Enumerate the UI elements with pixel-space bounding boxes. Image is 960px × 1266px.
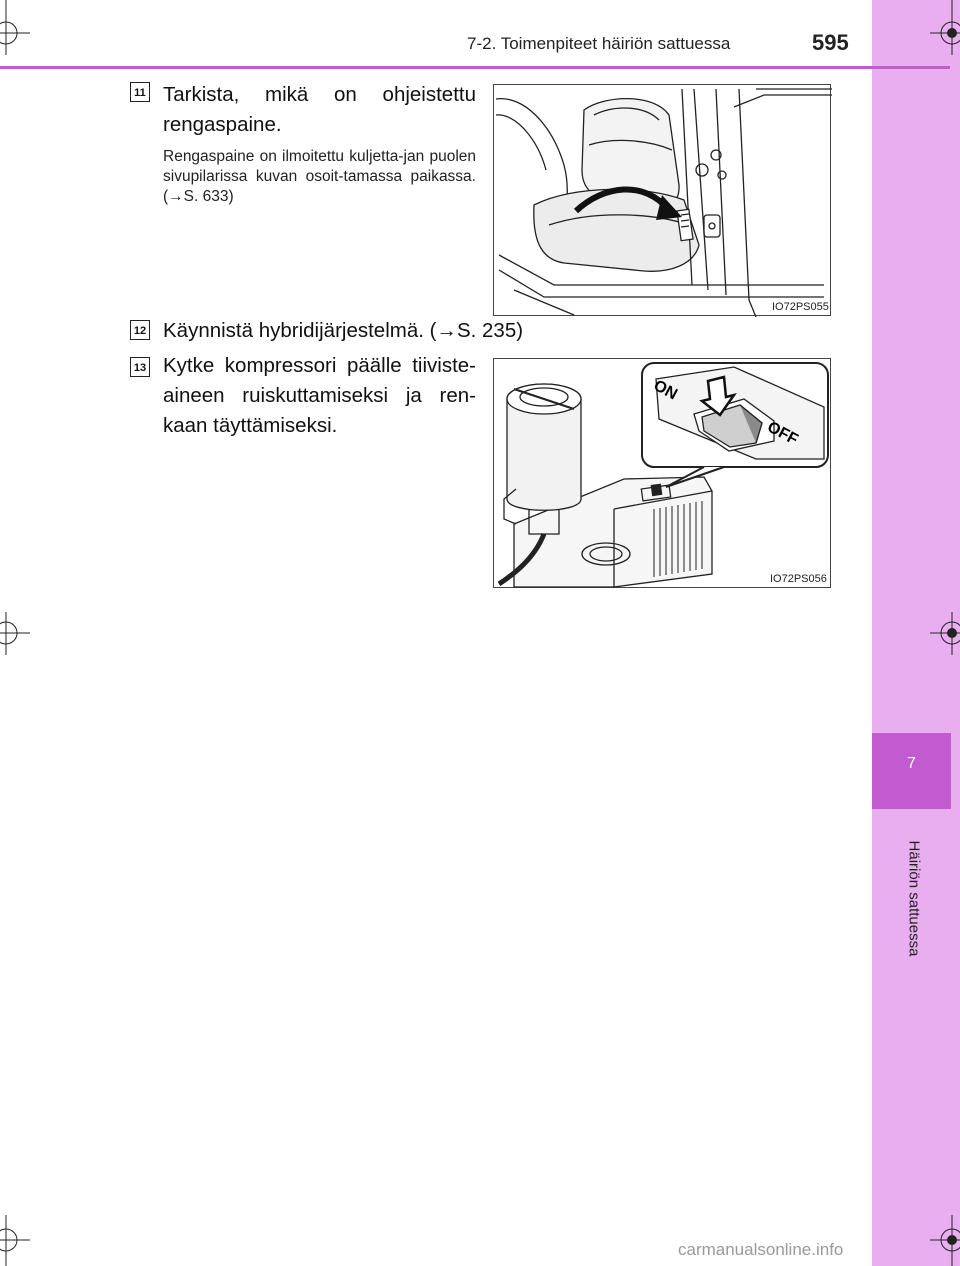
switch-off-label: OFF	[764, 418, 801, 449]
step-text-11: Tarkista, mikä on ohjeistettu rengaspaine.	[163, 83, 476, 136]
step-text-13: Kytke kompressori päälle tiiviste-aineen ruiskuttamiseksi ja ren-kaan täyttämiseksi.	[163, 354, 476, 437]
step-text-12: Käynnistä hybridijärjestelmä. (→S. 235)	[163, 319, 524, 342]
step-number-11: 11	[130, 82, 150, 102]
step-note-11: Rengaspaine on ilmoitettu kuljetta-jan puolen sivupilarissa kuvan osoit-tamassa paikassa. (→S. 633)	[163, 148, 476, 205]
step-number-12: 12	[130, 320, 150, 340]
page-number: 595	[812, 30, 849, 55]
figure-id-1: IO72PS055	[772, 301, 829, 313]
switch-on-label: ON	[650, 377, 680, 404]
step-number-13: 13	[130, 357, 150, 377]
section-title: 7-2. Toimenpiteet häiriön sattuessa	[467, 34, 731, 53]
chapter-number: 7	[907, 755, 916, 772]
watermark[interactable]: carmanualsonline.info	[678, 1240, 844, 1259]
chapter-title-text: Häiriön sattuessa	[905, 840, 923, 957]
figure-id-2: IO72PS056	[770, 573, 827, 585]
